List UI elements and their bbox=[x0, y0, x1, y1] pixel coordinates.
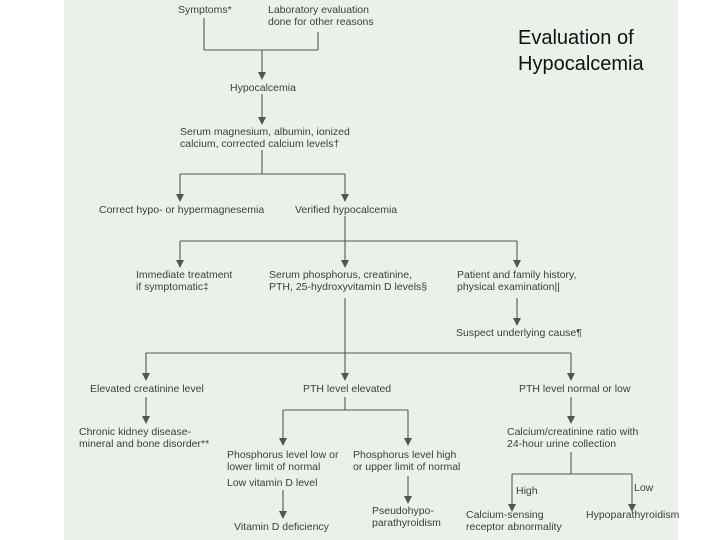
node-lab-evaluation-line2: done for other reasons bbox=[268, 16, 374, 28]
node-calcium-sensing-receptor-line1: Calcium-sensing bbox=[466, 509, 544, 521]
node-phosphorus-low-line2: lower limit of normal bbox=[227, 461, 321, 473]
node-symptoms: Symptoms* bbox=[178, 4, 232, 16]
branch-label-low: Low bbox=[634, 482, 654, 494]
node-phosphorus-low-line1: Phosphorus level low or bbox=[227, 449, 339, 461]
slide-title bbox=[518, 25, 718, 77]
node-pth-elevated: PTH level elevated bbox=[303, 383, 392, 395]
node-phosphorus-high-line1: Phosphorus level high bbox=[353, 449, 457, 461]
node-calcium-creatinine-ratio-line2: 24-hour urine collection bbox=[507, 438, 617, 450]
node-lab-evaluation bbox=[268, 4, 374, 28]
node-pseudohypoparathyroidism bbox=[372, 505, 441, 529]
node-phosphorus-high bbox=[353, 449, 460, 473]
node-calcium-creatinine-ratio-line1: Calcium/creatinine ratio with bbox=[507, 426, 639, 438]
node-ckd-mbd-line2: mineral and bone disorder** bbox=[79, 438, 210, 450]
node-suspect-cause: Suspect underlying cause¶ bbox=[456, 327, 582, 339]
node-verified-hypocalcemia: Verified hypocalcemia bbox=[295, 204, 398, 216]
node-patient-history bbox=[457, 269, 576, 293]
node-immediate-treatment-line2: if symptomatic‡ bbox=[136, 281, 209, 293]
node-serum-magnesium-line1: Serum magnesium, albumin, ionized bbox=[180, 126, 350, 138]
node-ckd-mbd-line1: Chronic kidney disease- bbox=[79, 426, 192, 438]
node-phosphorus-high-line2: or upper limit of normal bbox=[353, 461, 461, 473]
node-correct-magnesemia: Correct hypo- or hypermagnesemia bbox=[99, 204, 265, 216]
node-hypoparathyroidism: Hypoparathyroidism bbox=[586, 509, 680, 521]
node-calcium-sensing-receptor-line2: receptor abnormality bbox=[466, 521, 562, 533]
node-vitamin-d-deficiency: Vitamin D deficiency bbox=[234, 521, 329, 533]
branch-label-high: High bbox=[516, 485, 538, 497]
node-low-vitamin-d: Low vitamin D level bbox=[227, 477, 318, 489]
node-hypocalcemia: Hypocalcemia bbox=[230, 82, 296, 94]
node-calcium-sensing-receptor bbox=[466, 509, 562, 533]
node-serum-phosphorus-line1: Serum phosphorus, creatinine, bbox=[269, 269, 412, 281]
node-serum-magnesium bbox=[180, 126, 350, 150]
node-pseudohypoparathyroidism-line1: Pseudohypo- bbox=[372, 505, 434, 517]
node-elevated-creatinine: Elevated creatinine level bbox=[90, 383, 204, 395]
node-serum-magnesium-line2: calcium, corrected calcium levels† bbox=[180, 138, 340, 150]
node-immediate-treatment bbox=[136, 269, 232, 293]
node-pth-normal-low: PTH level normal or low bbox=[519, 383, 631, 395]
node-lab-evaluation-line1: Laboratory evaluation bbox=[268, 4, 369, 16]
node-patient-history-line2: physical examination|| bbox=[457, 281, 560, 293]
node-ckd-mbd bbox=[79, 426, 209, 450]
node-phosphorus-low bbox=[227, 449, 338, 473]
node-immediate-treatment-line1: Immediate treatment bbox=[136, 269, 233, 281]
node-pseudohypoparathyroidism-line2: parathyroidism bbox=[372, 517, 441, 529]
slide-title-line2: Hypocalcemia bbox=[518, 53, 644, 75]
node-calcium-creatinine-ratio bbox=[507, 426, 638, 450]
node-serum-phosphorus bbox=[269, 269, 427, 293]
slide-title-line1: Evaluation of bbox=[518, 27, 634, 49]
node-patient-history-line1: Patient and family history, bbox=[457, 269, 577, 281]
node-serum-phosphorus-line2: PTH, 25-hydroxyvitamin D levels§ bbox=[269, 281, 428, 293]
